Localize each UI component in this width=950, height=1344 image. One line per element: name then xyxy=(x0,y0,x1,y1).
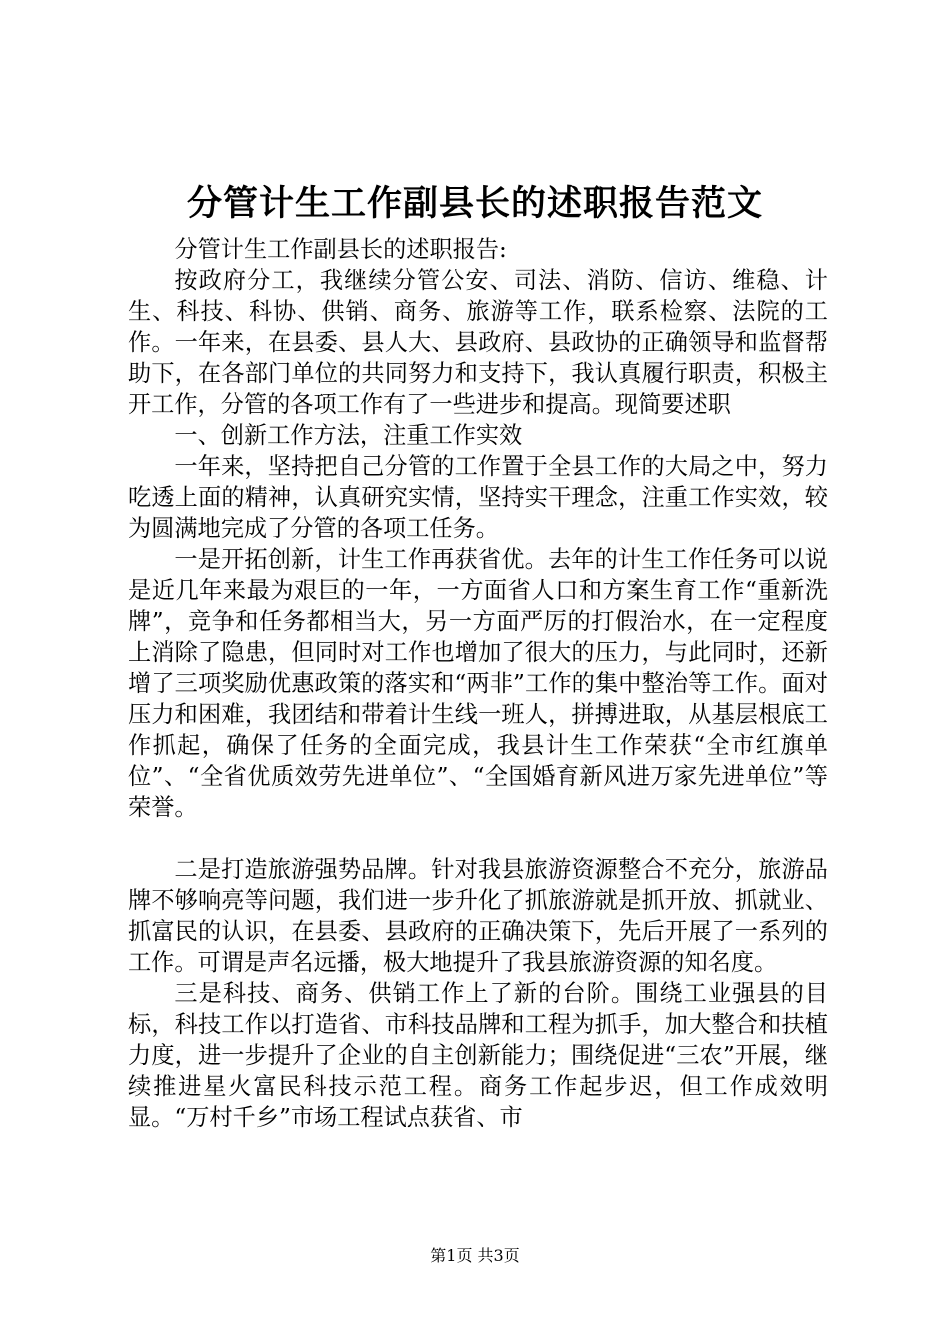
technology-commerce-paragraph: 三是科技、商务、供销工作上了新的台阶。围绕工业强县的目标，科技工作以打造省、市科技品牌和工程为抓手，加大整合和扶植力度，进一步提升了企业的自主创新能力；围绕促进“三农”开展，继续推进星火富民科技示范工程。商务工作起步迟，但工作成效明显。“万村千乡”市场工程试点获省、市 xyxy=(128,980,828,1131)
document-body xyxy=(128,234,828,1133)
intro-paragraph: 按政府分工，我继续分管公安、司法、消防、信访、维稳、计生、科技、科协、供销、商务、旅游等工作，联系检察、法院的工作。一年来，在县委、县人大、县政府、县政协的正确领导和监督帮助下，在各部门单位的共同努力和支持下，我认真履行职责，积极主开工作，分管的各项工作有了一些进步和提高。现简要述职 xyxy=(128,267,828,418)
salutation-paragraph: 分管计生工作副县长的述职报告: xyxy=(174,236,507,263)
page-number-footer: 第1页 共3页 xyxy=(430,1246,520,1265)
summary-paragraph: 一年来，坚持把自己分管的工作置于全县工作的大局之中，努力吃透上面的精神，认真研究实情，坚持实干理念，注重工作实效，较为圆满地完成了分管的各项工任务。 xyxy=(128,453,828,542)
tourism-paragraph: 二是打造旅游强势品牌。针对我县旅游资源整合不充分，旅游品牌不够响亮等问题，我们进一步升化了抓旅游就是抓开放、抓就业、抓富民的认识，在县委、县政府的正确决策下，先后开展了一系列的工作。可谓是声名远播，极大地提升了我县旅游资源的知名度。 xyxy=(128,856,828,976)
section-heading-1: 一、创新工作方法，注重工作实效 xyxy=(174,422,523,449)
family-planning-paragraph: 一是开拓创新，计生工作再获省优。去年的计生工作任务可以说是近几年来最为艰巨的一年，一方面省人口和方案生育工作“重新洗牌”，竞争和任务都相当大，另一方面严厉的打假治水，在一定程度上消除了隐患，但同时对工作也增加了很大的压力，与此同时，还新增了三项奖励优惠政策的落实和“两非”工作的集中整治等工作。面对压力和困难，我团结和带着计生线一班人，拼搏进取，从基层根底工作抓起，确保了任务的全面完成，我县计生工作荣获“全市红旗单位”、“全省优质效劳先进单位”、“全国婚育新风进万家先进单位”等荣誉。 xyxy=(128,546,828,821)
document-title: 分管计生工作副县长的述职报告范文 xyxy=(186,183,763,224)
